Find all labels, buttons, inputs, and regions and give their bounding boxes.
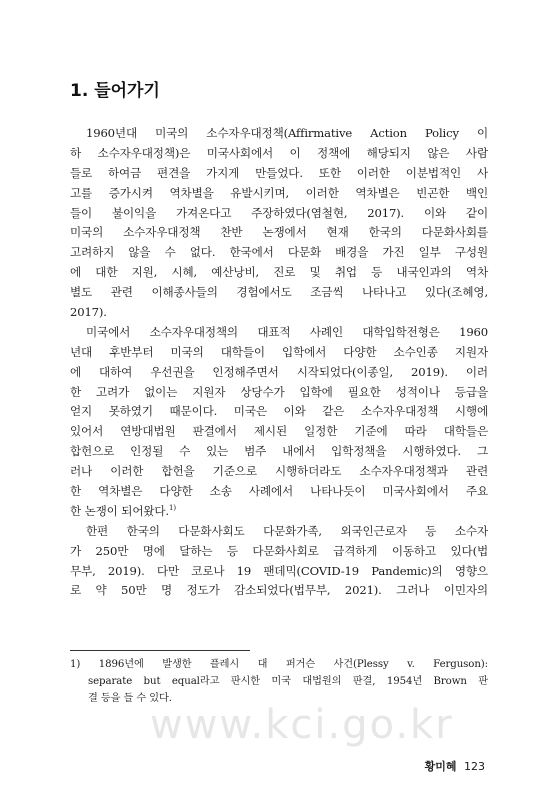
text-line: 얻지 못하였기 때문이다. 미국은 이와 같은 소수자우대정책 시행에 xyxy=(70,404,488,419)
text-line: 별도 관련 이해종사들의 경험에서도 조금씩 나타나고 있다(조혜영, xyxy=(70,285,488,300)
text-line: 있어서 연방대법원 판결에서 제시된 일정한 기준에 따라 대학들은 xyxy=(70,424,488,439)
page-number: 123 xyxy=(464,760,485,773)
text-line: 미국에서 소수자우대정책의 대표적 사례인 대학입학전형은 1960 xyxy=(86,324,488,339)
footnote-line: 1) 1896년에 발생한 플레시 대 퍼거슨 사건(Plessy v. Ferguson): xyxy=(70,659,488,670)
body-text xyxy=(70,124,488,601)
text-line: 1960년대 미국의 소수자우대정책(Affirmative Action Policy 이 xyxy=(86,126,488,140)
text-line: 미국의 소수자우대정책 찬반 논쟁에서 현재 한국의 다문화사회를 xyxy=(70,225,488,240)
running-author: 황미혜 xyxy=(424,760,457,773)
text-line: 로 약 50만 명 정도가 감소되었다(법무부, 2021). 그러나 이민자의 xyxy=(70,583,488,598)
footnote-line: separate but equal라고 판시한 미국 대법원의 판결, 1954년 Brown 판 xyxy=(88,676,488,687)
footnote-divider xyxy=(70,650,250,651)
paragraph-1 xyxy=(70,124,488,323)
text-line: 한편 한국의 다문화사회도 다문화가족, 외국인근로자 등 소수자 xyxy=(86,523,488,538)
text-line: 가 250만 명에 달하는 등 다문화사회로 급격하게 이동하고 있다(법 xyxy=(70,543,488,558)
text-line: 고를 증가시켜 역차별을 유발시키며, 이러한 역차별은 빈곤한 백인 xyxy=(70,185,488,200)
text-line: 에 대한 지원, 시혜, 예산낭비, 진로 및 취업 등 내국인과의 역차 xyxy=(70,265,488,280)
paragraph-3 xyxy=(70,522,488,602)
section-heading: 1. 들어가기 xyxy=(70,81,160,101)
text-line: 년대 후반부터 미국의 대학들이 입학에서 다양한 소수인종 지원자 xyxy=(70,344,488,359)
paragraph-2 xyxy=(70,323,488,522)
footnotes xyxy=(70,656,488,707)
text-line: 에 대하여 우선권을 인정해주면서 시작되었다(이종일, 2019). 이러 xyxy=(70,364,488,379)
text-line: 하 소수자우대정책)은 미국사회에서 이 정책에 해당되지 않은 사람 xyxy=(70,145,488,160)
text-line: 고려하지 않을 수 없다. 한국에서 다문화 배경을 가진 일부 구성원 xyxy=(70,245,488,260)
page-footer xyxy=(425,758,485,774)
watermark: www.kci.go.kr xyxy=(150,702,454,748)
text-line-content: 한 논쟁이 되어왔다. xyxy=(70,503,170,518)
text-line: 들로 하여금 편견을 가지게 만들었다. 또한 이러한 이분법적인 사 xyxy=(70,165,488,180)
footnote-reference[interactable]: 1) xyxy=(169,504,176,513)
footnote-line: 결 등을 들 수 있다. xyxy=(88,693,172,704)
text-line: 2017). xyxy=(70,305,107,320)
text-line: 한 역차별은 다양한 소송 사례에서 나타나듯이 미국사회에서 주요 xyxy=(70,484,488,499)
text-line: 합헌으로 인정될 수 있는 범주 내에서 입학정책을 시행하였다. 그 xyxy=(70,444,488,459)
text-line-with-footnote xyxy=(70,502,488,522)
text-line: 한 고려가 없이는 지원자 상당수가 입학에 필요한 성적이나 등급을 xyxy=(70,384,488,399)
text-line: 러나 이러한 합헌을 기준으로 시행하더라도 소수자우대정책과 관련 xyxy=(70,464,488,479)
text-line: 무부, 2019). 다만 코로나 19 팬데믹(COVID-19 Pandemic)의 영향으 xyxy=(70,563,488,578)
text-line: 들이 불이익을 가져온다고 주장하였다(염철현, 2017). 이와 같이 xyxy=(70,205,488,220)
